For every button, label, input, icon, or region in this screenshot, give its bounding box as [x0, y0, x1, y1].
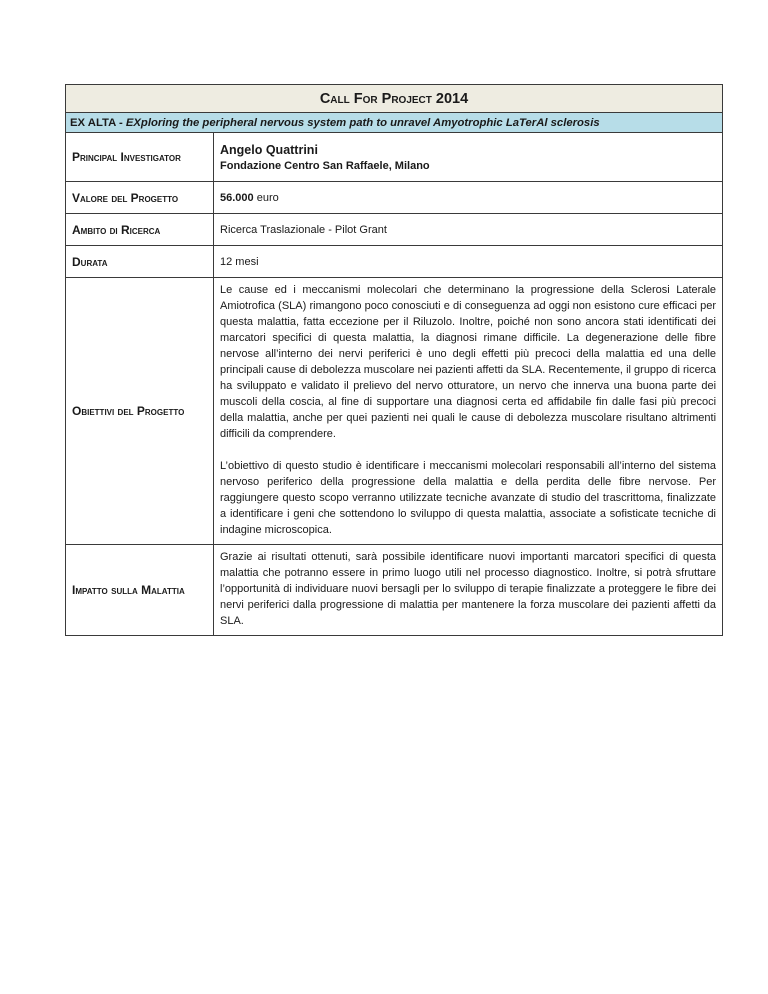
- impatto-paragraph: Grazie ai risultati ottenuti, sarà possibile identificare nuovi importanti marcatori specifici di questa malattia che potranno essere in primo luogo utili nel processo diagnostico. Inoltre, si potrà sfruttare l’opportunità di individuare nuovi bersagli per lo sviluppo di terapie finalizzate a proteggere le fibre dei nervi periferici dalla progressione di malattia per mantenere la forza muscolare dei pazienti affetti da SLA.: [220, 551, 717, 627]
- valore-row: [66, 182, 723, 214]
- project-sheet-table: [65, 84, 723, 636]
- durata-value: 12 mesi: [214, 246, 723, 278]
- project-full-title: EXploring the peripheral nervous system path to unravel Amyotrophic LaTerAl sclerosis: [125, 116, 600, 129]
- obiettivi-paragraph-1: Le cause ed i meccanismi molecolari che determinano la progressione della Sclerosi Laterale Amiotrofica (SLA) rimangono poco conosciuti e di conseguenza ad oggi non esistono cure efficaci per questa malattia, fatta eccezione per il Riluzolo. Inoltre, poiché non sono ancora stati identificati dei marcatori specifici di questa malattia, la diagnosi rimane difficile. La degenerazione delle fibre nervose all’interno dei nervi periferici è uno degli effetti più precoci della malattia ed una delle principali cause di debolezza muscolare nei pazienti affetti da SLA. Recentemente, il gruppo di ricerca ha sviluppato e validato il prelievo del nervo otturatore, un nervo che innerva una buona parte dei muscoli della coscia, al fine di supportare una diagnosi certa ed affidabile fin dalle fasi più precoci della malattia, anche per quei pazienti nei quali le cause di debolezza muscolare risultano altrimenti difficili da comprendere.: [220, 284, 717, 440]
- valore-amount: 56.000: [220, 191, 254, 204]
- principal-investigator-row: [66, 133, 723, 182]
- investigator-name: Angelo Quattrini: [220, 142, 318, 157]
- title-year: 2014: [435, 90, 469, 107]
- principal-investigator-label: Principal Investigator: [66, 133, 214, 182]
- obiettivi-row: [66, 278, 723, 545]
- title-row: [66, 85, 723, 113]
- impatto-label: Impatto sulla Malattia: [66, 545, 214, 636]
- impatto-row: [66, 545, 723, 636]
- obiettivi-label: Obiettivi del Progetto: [66, 278, 214, 545]
- ambito-label: Ambito di Ricerca: [66, 214, 214, 246]
- durata-row: [66, 246, 723, 278]
- valore-label: Valore del Progetto: [66, 182, 214, 214]
- ambito-value: Ricerca Traslazionale - Pilot Grant: [214, 214, 723, 246]
- impatto-value: [214, 545, 723, 636]
- investigator-institution: Fondazione Centro San Raffaele, Milano: [220, 159, 430, 172]
- ambito-row: [66, 214, 723, 246]
- valore-value: [214, 182, 723, 214]
- project-title-row: [66, 113, 723, 133]
- project-title: [66, 113, 723, 133]
- project-acronym: EX ALTA -: [70, 116, 126, 129]
- document-title: [66, 85, 723, 113]
- obiettivi-value: [214, 278, 723, 545]
- durata-label: Durata: [66, 246, 214, 278]
- obiettivi-paragraph-2: L’obiettivo di questo studio è identificare i meccanismi molecolari responsabili all’interno del sistema nervoso periferico della progressione della malattia e della perdita delle fibre nervose. Per raggiungere questo scopo verranno utilizzate tecniche avanzate di studio del trascrittoma, finalizzate a identificare i geni che sottendono lo sviluppo di questa malattia, associate a sofisticate tecniche di indagine microscopica.: [220, 460, 717, 536]
- title-text: Call For Project: [319, 90, 432, 107]
- principal-investigator-value: [214, 133, 723, 182]
- valore-currency: euro: [253, 191, 279, 204]
